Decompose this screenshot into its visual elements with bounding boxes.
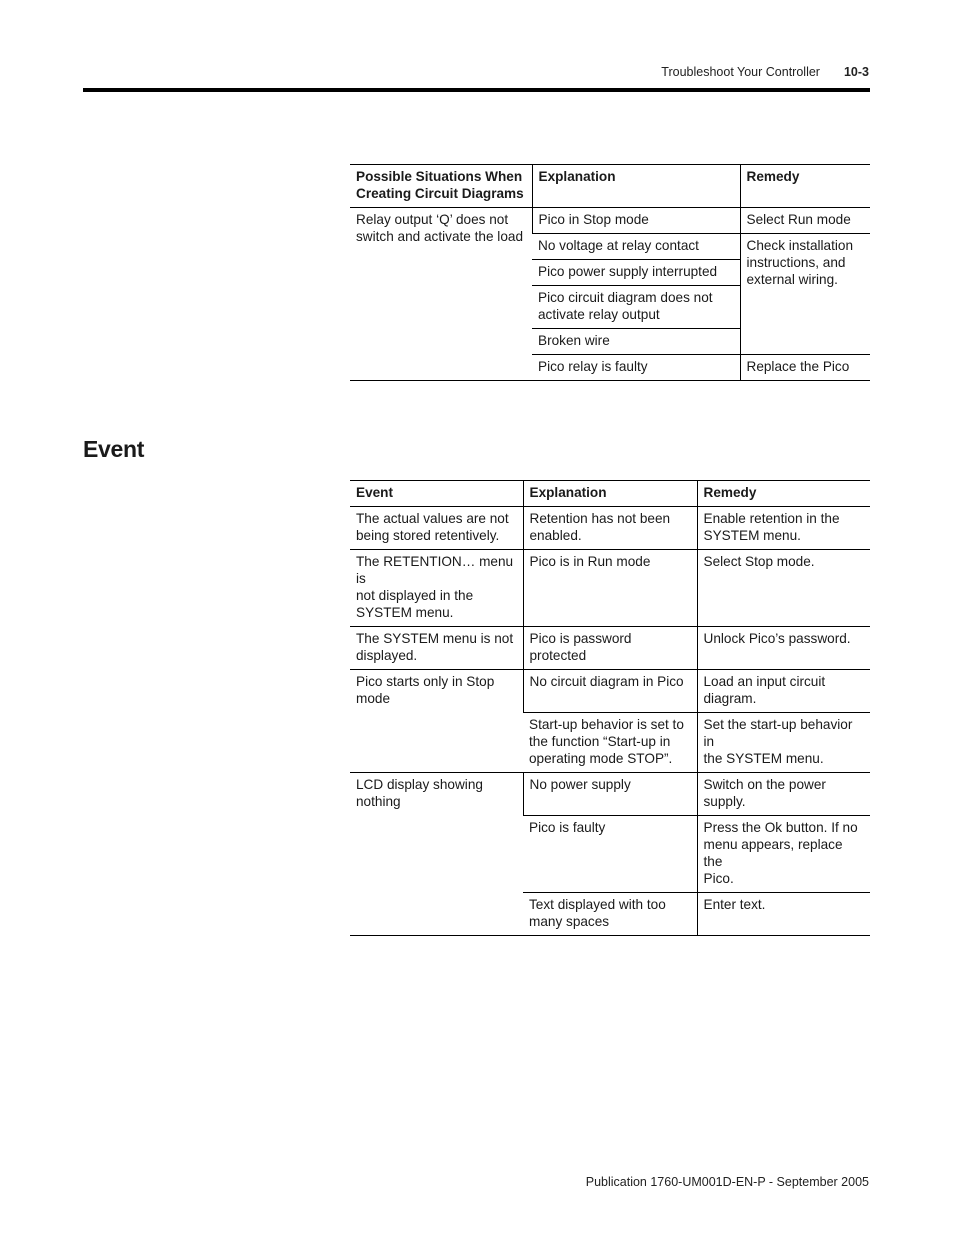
section-title: Event bbox=[83, 436, 145, 462]
column-header: Event bbox=[350, 481, 523, 507]
explanation-cell: Pico relay is faulty bbox=[532, 355, 740, 381]
event-cell: The actual values are not being stored retentively. bbox=[350, 507, 523, 550]
explanation-cell: Text displayed with too many spaces bbox=[523, 893, 697, 936]
page-number: 10-3 bbox=[843, 65, 869, 79]
remedy-cell: Enter text. bbox=[697, 893, 870, 936]
remedy-cell: Load an input circuit diagram. bbox=[697, 670, 870, 713]
event-cell: The RETENTION… menu is not displayed in the SYSTEM menu. bbox=[350, 550, 523, 627]
remedy-cell: Press the Ok button. If no menu appears, replace the Pico. bbox=[697, 816, 870, 893]
explanation-cell: Pico power supply interrupted bbox=[532, 260, 740, 286]
circuit-diagram-situations-table bbox=[350, 164, 870, 381]
table-row bbox=[350, 550, 870, 627]
explanation-cell: No voltage at relay contact bbox=[532, 234, 740, 260]
event-cell: LCD display showing nothing bbox=[350, 773, 523, 936]
column-header: Remedy bbox=[740, 165, 870, 208]
publication-footer: Publication 1760-UM001D-EN-P - September 2005 bbox=[585, 1175, 869, 1189]
remedy-cell: Check installation instructions, and external wiring. bbox=[740, 234, 870, 355]
event-table bbox=[350, 480, 870, 936]
table-row bbox=[350, 670, 870, 713]
table-row bbox=[350, 773, 870, 816]
header-rule bbox=[83, 88, 870, 92]
explanation-cell: Start-up behavior is set to the function “Start-up in operating mode STOP”. bbox=[523, 713, 697, 773]
column-header: Explanation bbox=[523, 481, 697, 507]
event-cell: The SYSTEM menu is not displayed. bbox=[350, 627, 523, 670]
column-header: Remedy bbox=[697, 481, 870, 507]
explanation-cell: Pico in Stop mode bbox=[532, 208, 740, 234]
explanation-cell: Pico is in Run mode bbox=[523, 550, 697, 627]
table-row bbox=[350, 208, 870, 234]
remedy-cell: Replace the Pico bbox=[740, 355, 870, 381]
chapter-title: Troubleshoot Your Controller bbox=[661, 65, 820, 79]
column-header: Explanation bbox=[532, 165, 740, 208]
event-cell: Pico starts only in Stop mode bbox=[350, 670, 523, 773]
explanation-cell: No power supply bbox=[523, 773, 697, 816]
column-header: Possible Situations When Creating Circuit Diagrams bbox=[350, 165, 532, 208]
table-header-row bbox=[350, 165, 870, 208]
remedy-cell: Set the start-up behavior in the SYSTEM menu. bbox=[697, 713, 870, 773]
remedy-cell: Switch on the power supply. bbox=[697, 773, 870, 816]
running-header bbox=[0, 62, 869, 82]
table-row bbox=[350, 507, 870, 550]
explanation-cell: Pico circuit diagram does not activate relay output bbox=[532, 286, 740, 329]
explanation-cell: Pico is faulty bbox=[523, 816, 697, 893]
explanation-cell: Pico is password protected bbox=[523, 627, 697, 670]
explanation-cell: Broken wire bbox=[532, 329, 740, 355]
remedy-cell: Unlock Pico’s password. bbox=[697, 627, 870, 670]
remedy-cell: Select Run mode bbox=[740, 208, 870, 234]
remedy-cell: Enable retention in the SYSTEM menu. bbox=[697, 507, 870, 550]
explanation-cell: Retention has not been enabled. bbox=[523, 507, 697, 550]
table-row bbox=[350, 627, 870, 670]
remedy-cell: Select Stop mode. bbox=[697, 550, 870, 627]
table-header-row bbox=[350, 481, 870, 507]
explanation-cell: No circuit diagram in Pico bbox=[523, 670, 697, 713]
situation-cell: Relay output ‘Q’ does not switch and activate the load bbox=[350, 208, 532, 381]
